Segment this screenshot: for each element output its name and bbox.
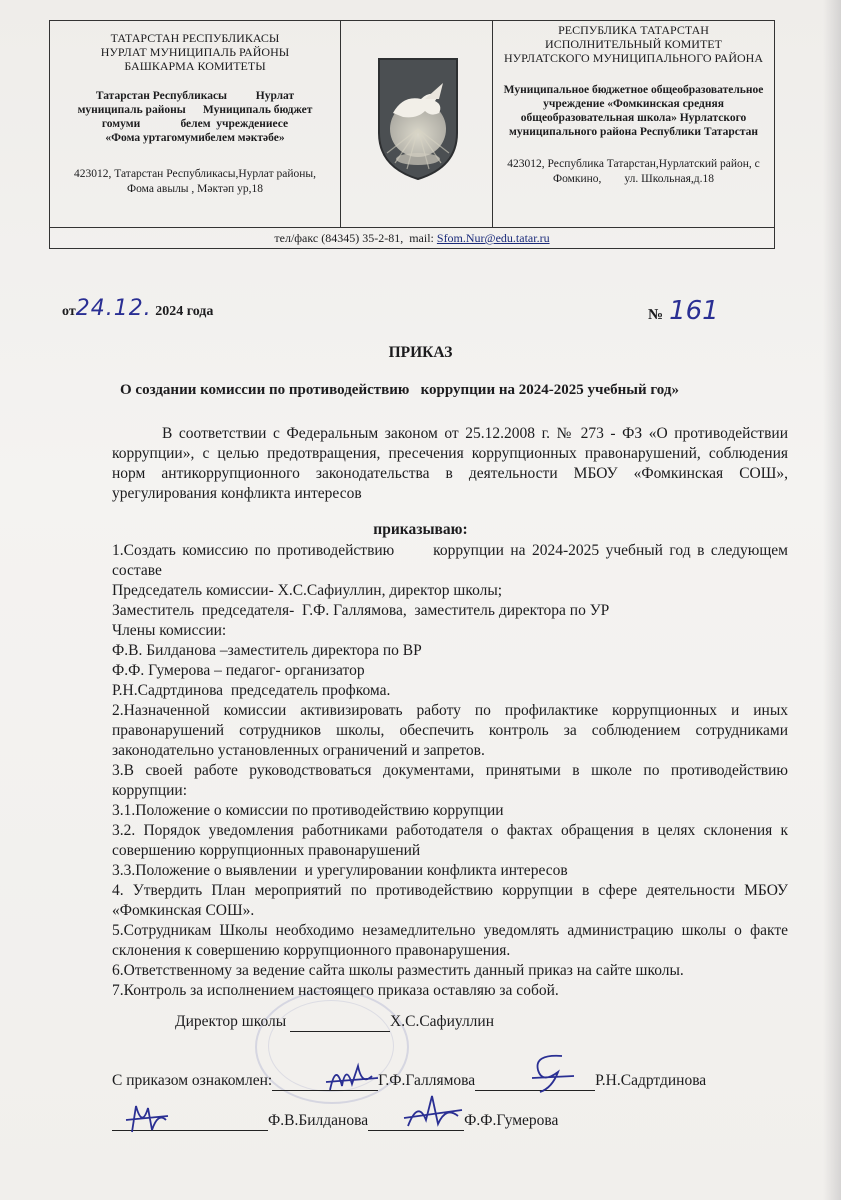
staff-name: Ф.Ф.Гумерова <box>464 1112 559 1129</box>
ru-line2: ИСПОЛНИТЕЛЬНЫЙ КОМИТЕТ <box>545 37 722 51</box>
number-label: № <box>648 307 664 323</box>
tatar-org2: муниципаль районы Муниципаль бюджет <box>77 104 313 116</box>
ru-org1: Муниципальное бюджетное общеобразовательное <box>503 84 764 96</box>
list-item: 1.Создать комиссию по противодействию коррупции на 2024-2025 учебный год в следующем составе <box>112 542 792 579</box>
order-date <box>62 296 213 321</box>
date-suffix: 2024 года <box>151 304 214 319</box>
list-item: 3.1.Положение о комиссии по противодействию коррупции <box>112 802 504 819</box>
ru-addr2: Фомкино, ул. Школьная,д.18 <box>553 173 714 185</box>
letterhead <box>49 20 775 249</box>
list-item: Члены комиссии: <box>112 622 227 639</box>
page-shadow <box>823 0 841 1200</box>
staff-name: Г.Ф.Галлямова <box>378 1072 476 1089</box>
letterhead-emblem-cell <box>341 21 493 227</box>
list-item: 3.3.Положение о выявлении и урегулировании конфликта интересов <box>112 862 568 879</box>
contact-phone: тел/факс (84345) 35-2-81, mail: <box>274 231 437 245</box>
signature-scribble-icon <box>322 1056 382 1096</box>
list-item: 7.Контроль за исполнением настоящего приказа оставляю за собой. <box>112 982 559 999</box>
staff-name: Ф.В.Билданова <box>268 1112 369 1129</box>
list-item: Ф.В. Билданова –заместитель директора по ВР <box>112 642 422 659</box>
tatarstan-coat-of-arms-icon <box>373 55 463 183</box>
acquainted-row-1 <box>112 1072 706 1091</box>
list-item: 6.Ответственному за ведение сайта школы разместить данный приказ на сайте школы. <box>112 962 684 979</box>
list-item: 4. Утвердить План мероприятий по противодействию коррупции в сфере деятельности МБОУ «Фомкинская СОШ». <box>112 882 788 919</box>
tatar-org3: гомуми белем учреждениесе <box>101 118 289 130</box>
letterhead-russian <box>493 21 774 227</box>
ru-org4: муниципального района Республики Татарстан <box>509 126 758 138</box>
list-item: 3.В своей работе руководствоваться документами, принятыми в школе по противодействию коррупции: <box>112 762 788 799</box>
staff-name: Р.Н.Садртдинова <box>595 1072 707 1089</box>
signature-scribble-icon <box>398 1090 468 1135</box>
page-title: ПРИКАЗ <box>388 344 453 361</box>
letterhead-tatar <box>50 21 341 227</box>
director-name: Х.С.Сафиуллин <box>390 1013 494 1030</box>
order-subtitle: О создании комиссии по противодействию коррупции на 2024-2025 учебный год» <box>120 382 679 398</box>
contact-line <box>50 227 774 249</box>
order-number <box>648 296 719 326</box>
ru-line1: РЕСПУБЛИКА ТАТАРСТАН <box>558 23 709 37</box>
ru-line3: НУРЛАТСКОГО МУНИЦИПАЛЬНОГО РАЙОНА <box>504 51 763 65</box>
tatar-addr1: 423012, Татарстан Республикасы,Нурлат районы, <box>73 168 316 180</box>
list-item: Ф.Ф. Гумерова – педагог- организатор <box>112 662 365 679</box>
number-handwritten: 161 <box>669 296 719 326</box>
list-item: Председатель комиссии- Х.С.Сафиуллин, директор школы; <box>112 582 503 599</box>
contact-email-link[interactable]: Sfom.Nur@edu.tatar.ru <box>436 231 550 245</box>
list-item: 2.Назначенной комиссии активизировать работу по профилактике коррупционных и иных правонарушений сотрудников школы, обеспечить контроль за соблюдением сотрудниками законодательно установленных ограничений и запретов. <box>112 702 788 759</box>
order-items <box>112 541 792 1001</box>
list-item: Заместитель председателя- Г.Ф. Галлямова, заместитель директора по УР <box>112 602 610 619</box>
acquainted-row-2 <box>112 1112 558 1131</box>
director-signature-blank <box>290 1013 390 1032</box>
date-handwritten: 24.12. <box>75 296 152 321</box>
tatar-org1: Татарстан Республикасы Нурлат <box>95 90 295 102</box>
tatar-line2: НУРЛАТ МУНИЦИПАЛЬ РАЙОНЫ <box>100 45 290 59</box>
list-item: 5.Сотрудникам Школы необходимо незамедлительно уведомлять администрацию школы о факте склонения к совершению коррупционного правонарушения. <box>112 922 788 959</box>
list-item: Р.Н.Садртдинова председатель профкома. <box>112 682 391 699</box>
list-item: 3.2. Порядок уведомления работниками работодателя о фактах обращения в целях склонения к совершению коррупционных правонарушений <box>112 822 788 859</box>
ru-org2: учреждение «Фомкинская средняя <box>543 98 724 110</box>
ru-addr1: 423012, Республика Татарстан,Нурлатский район, с <box>507 158 760 170</box>
tatar-line1: ТАТАРСТАН РЕСПУБЛИКАСЫ <box>110 31 280 45</box>
acquainted-label: С приказом ознакомлен: <box>112 1072 273 1089</box>
order-preamble: В соответствии с Федеральным законом от 25.12.2008 г. № 273 - ФЗ «О противодействии коррупции», с целью предотвращения, пресечения коррупционных правонарушений, соблюдения норм антикоррупционного законодательства в деятельности МБОУ «Фомкинская СОШ», урегулирования конфликта интересов <box>112 425 788 502</box>
director-label: Директор школы <box>175 1013 287 1030</box>
signature-scribble-icon <box>122 1098 172 1138</box>
tatar-org4: «Фома уртагомумибелем мәктәбе» <box>105 132 285 144</box>
order-directive-word: приказываю: <box>373 521 468 538</box>
tatar-line3: БАШКАРМА КОМИТЕТЫ <box>124 59 266 73</box>
director-signature-line <box>175 1013 494 1032</box>
tatar-addr2: Фома авылы , Мәктәп ур,18 <box>127 183 263 195</box>
ru-org3: общеобразовательная школа» Нурлатского <box>520 112 747 124</box>
date-prefix: от <box>62 304 76 319</box>
signature-scribble-icon <box>522 1050 582 1095</box>
